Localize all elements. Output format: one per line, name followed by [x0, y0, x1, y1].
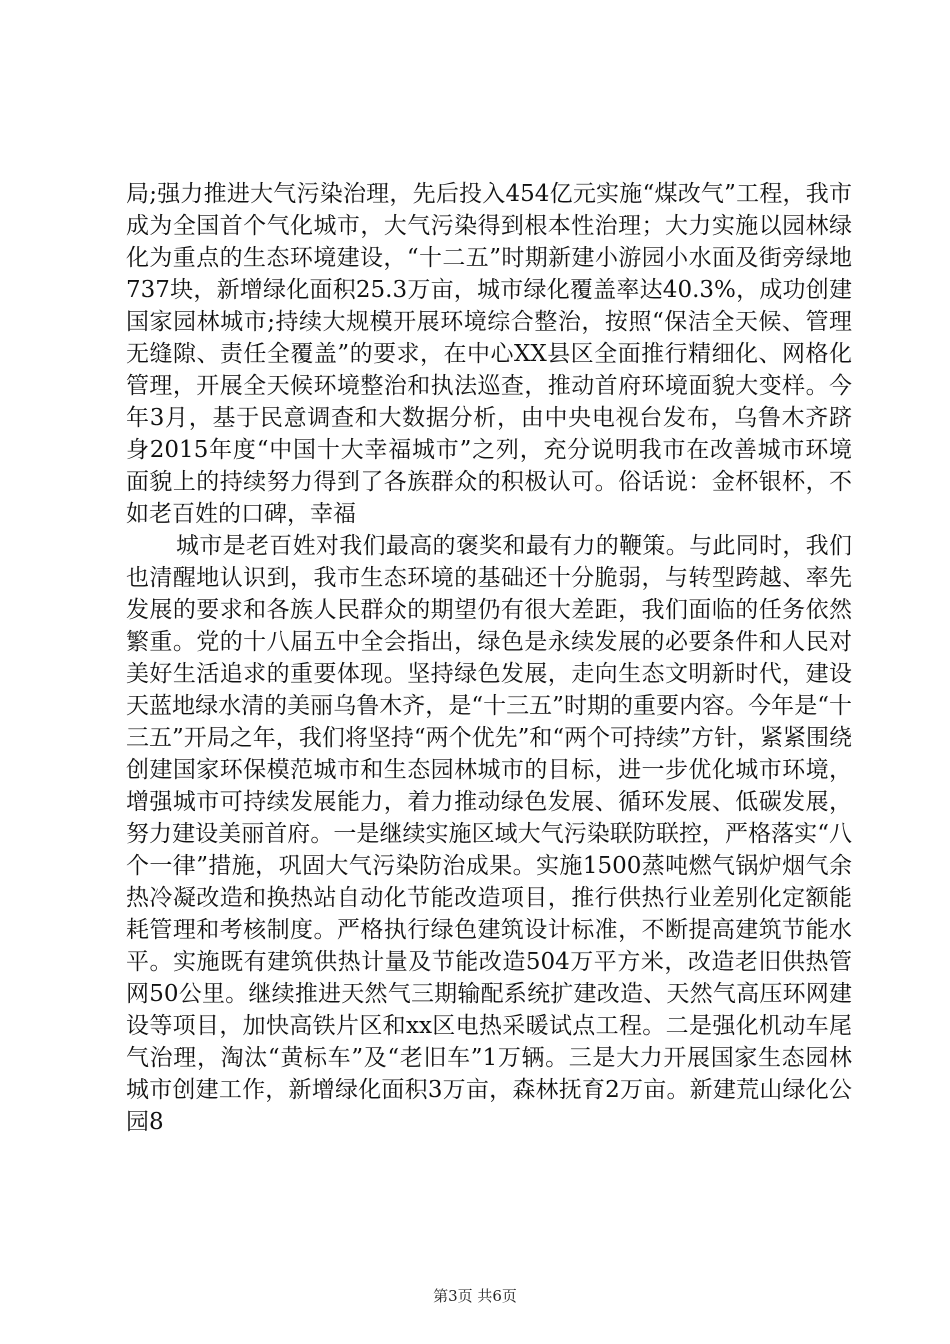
- document-body: [126, 178, 852, 1138]
- paragraph-main: 城市是老百姓对我们最高的褒奖和最有力的鞭策。与此同时，我们也清醒地认识到，我市生态环境的基础还十分脆弱，与转型跨越、率先发展的要求和各族人民群众的期望仍有很大差距，我们面临的任务依然繁重。党的十八届五中全会指出，绿色是永续发展的必要条件和人民对美好生活追求的重要体现。坚持绿色发展，走向生态文明新时代，建设天蓝地绿水清的美丽乌鲁木齐，是“十三五”时期的重要内容。今年是“十三五”开局之年，我们将坚持“两个优先”和“两个可持续”方针，紧紧围绕创建国家环保模范城市和生态园林城市的目标，进一步优化城市环境，增强城市可持续发展能力，着力推动绿色发展、循环发展、低碳发展，努力建设美丽首府。一是继续实施区域大气污染联防联控，严格落实“八个一律”措施，巩固大气污染防治成果。实施1500蒸吨燃气锅炉烟气余热冷凝改造和换热站自动化节能改造项目，推行供热行业差别化定额能耗管理和考核制度。严格执行绿色建筑设计标准，不断提高建筑节能水平。实施既有建筑供热计量及节能改造504万平方米，改造老旧供热管网50公里。继续推进天然气三期输配系统扩建改造、天然气高压环网建设等项目，加快高铁片区和xx区电热采暖试点工程。二是强化机动车尾气治理，淘汰“黄标车”及“老旧车”1万辆。三是大力开展国家生态园林城市创建工作，新增绿化面积3万亩，森林抚育2万亩。新建荒山绿化公园8: [126, 533, 852, 1135]
- paragraph-continued: 局;强力推进大气污染治理，先后投入454亿元实施“煤改气”工程，我市成为全国首个气化城市，大气污染得到根本性治理；大力实施以园林绿化为重点的生态环境建设，“十二五”时期新建小游园小水面及街旁绿地737块，新增绿化面积25.3万亩，城市绿化覆盖率达40.3%，成功创建国家园林城市;持续大规模开展环境综合整治，按照“保洁全天候、管理无缝隙、责任全覆盖”的要求，在中心XX县区全面推行精细化、网格化管理，开展全天候环境整治和执法巡查，推动首府环境面貌大变样。今年3月，基于民意调查和大数据分析，由中央电视台发布，乌鲁木齐跻身2015年度“中国十大幸福城市”之列，充分说明我市在改善城市环境面貌上的持续努力得到了各族群众的积极认可。俗话说：金杯银杯，不如老百姓的口碑，幸福: [126, 181, 852, 527]
- page-number-footer: 第3页 共6页: [433, 1287, 517, 1305]
